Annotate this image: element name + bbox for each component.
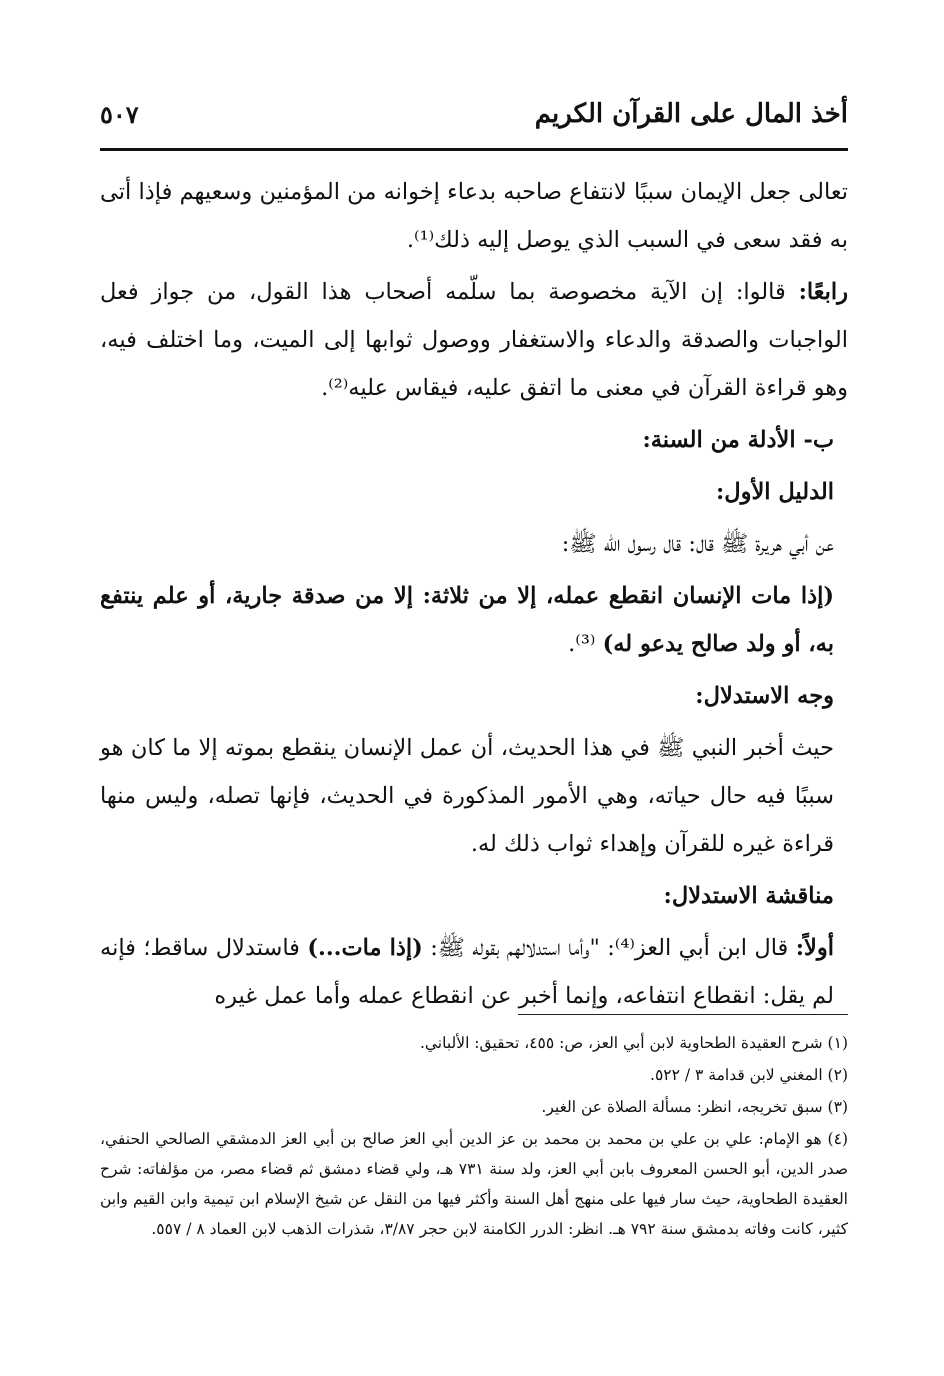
footnote-1: (١) شرح العقيدة الطحاوية لابن أبي العز، ص: ٤٥٥، تحقيق: الألباني. (419, 1034, 848, 1052)
quoted-hadith: (إذا مات...) (307, 935, 423, 961)
paragraph-continuation: تعالى جعل الإيمان سببًا لانتفاع صاحبه بدعاء إخوانه من المؤمنين وسعيهم فإذا أتى به فقد سعى في السبب الذي يوصل إليه ذلك⁽¹⁾. (100, 179, 848, 253)
paragraph-text: قالوا: إن الآية مخصوصة بما سلّمه أصحاب هذا القول، من جواز فعل الواجبات والصدقة والدعاء والاستغفار ووصول ثوابها إلى الميت، وما اختلف فيه، وهو قراءة القرآن في معنى ما اتفق عليه، فيقاس عليه⁽²⁾. (100, 279, 848, 401)
heading-discussion: مناقشة الاستدلال: (663, 883, 834, 909)
paragraph-text-tail: فاستدلال ساقط؛ فإنه لم يقل: انقطاع انتفاعه، وإنما أخبر عن انقطاع عمله وأما عمل غيره (100, 935, 834, 1009)
paragraph-lead: رابعًا: (798, 279, 848, 305)
footnote-4: (٤) هو الإمام: علي بن علي بن محمد بن محمد بن عز الدين أبي العز صالح بن أبي العز الدمشقي الصالحي الحنفي، صدر الدين، أبو الحسن المعروف بابن أبي العز، ولد سنة ٧٣١ هـ، ولي قضاء دمشق ثم قضاء مصر، من مؤلفاته: شرح العقيدة الطحاوية، حيث سار فيها على منهج أهل السنة وأكثر فيها من النقل عن شيخ الإسلام ابن تيمية وابن القيم وابن كثير، كانت وفاته بدمشق سنة ٧٩٢ هـ. انظر: الدرر الكامنة لابن حجر ٣/٨٧، شذرات الذهب لابن العماد ٨ / ٥٥٧. (100, 1130, 848, 1238)
paragraph-text: قال ابن أبي العز⁽⁴⁾: "وأما استدلالهم بقوله ﷺ: (422, 935, 796, 961)
footnote-2: (٢) المغني لابن قدامة ٣ / ٥٢٢. (650, 1066, 848, 1084)
paragraph-argument: حيث أخبر النبي ﷺ في هذا الحديث، أن عمل الإنسان ينقطع بموته إلا ما كان هو سببًا فيه حال حياته، وهي الأمور المذكورة في الحديث، فإنها تصله، وليس منها قراءة غيره للقرآن وإهداء ثواب ذلك له. (100, 735, 835, 857)
paragraph-fourth-argument (100, 268, 848, 412)
page-number: ٥٠٧ (100, 99, 139, 129)
main-text (100, 168, 848, 1024)
header-divider (100, 148, 848, 151)
footnotes (100, 1028, 848, 1246)
footnote-ref: ⁽³⁾. (568, 631, 603, 657)
footnote-3: (٣) سبق تخريجه، انظر: مسألة الصلاة عن الغير. (541, 1098, 848, 1116)
running-header (100, 92, 848, 136)
hadith-text: (إذا مات الإنسان انقطع عمله، إلا من ثلاثة: إلا من صدقة جارية، أو علم ينتفع به، أو ولد صالح يدعو له) (100, 583, 834, 657)
footnote-divider (518, 1014, 848, 1015)
running-title: أخذ المال على القرآن الكريم (534, 99, 848, 129)
subheading-first-evidence: الدليل الأول: (715, 479, 834, 505)
section-heading-sunnah: ب- الأدلة من السنة: (642, 427, 834, 453)
paragraph-lead: أولاً: (795, 935, 834, 961)
heading-argument: وجه الاستدلال: (695, 683, 834, 709)
hadith-narration: عن أبي هريرة ﷺ قال: قال رسول الله ﷺ: (561, 531, 834, 557)
hadith-paragraph (100, 572, 848, 668)
paragraph-first-rebuttal (100, 924, 848, 1020)
